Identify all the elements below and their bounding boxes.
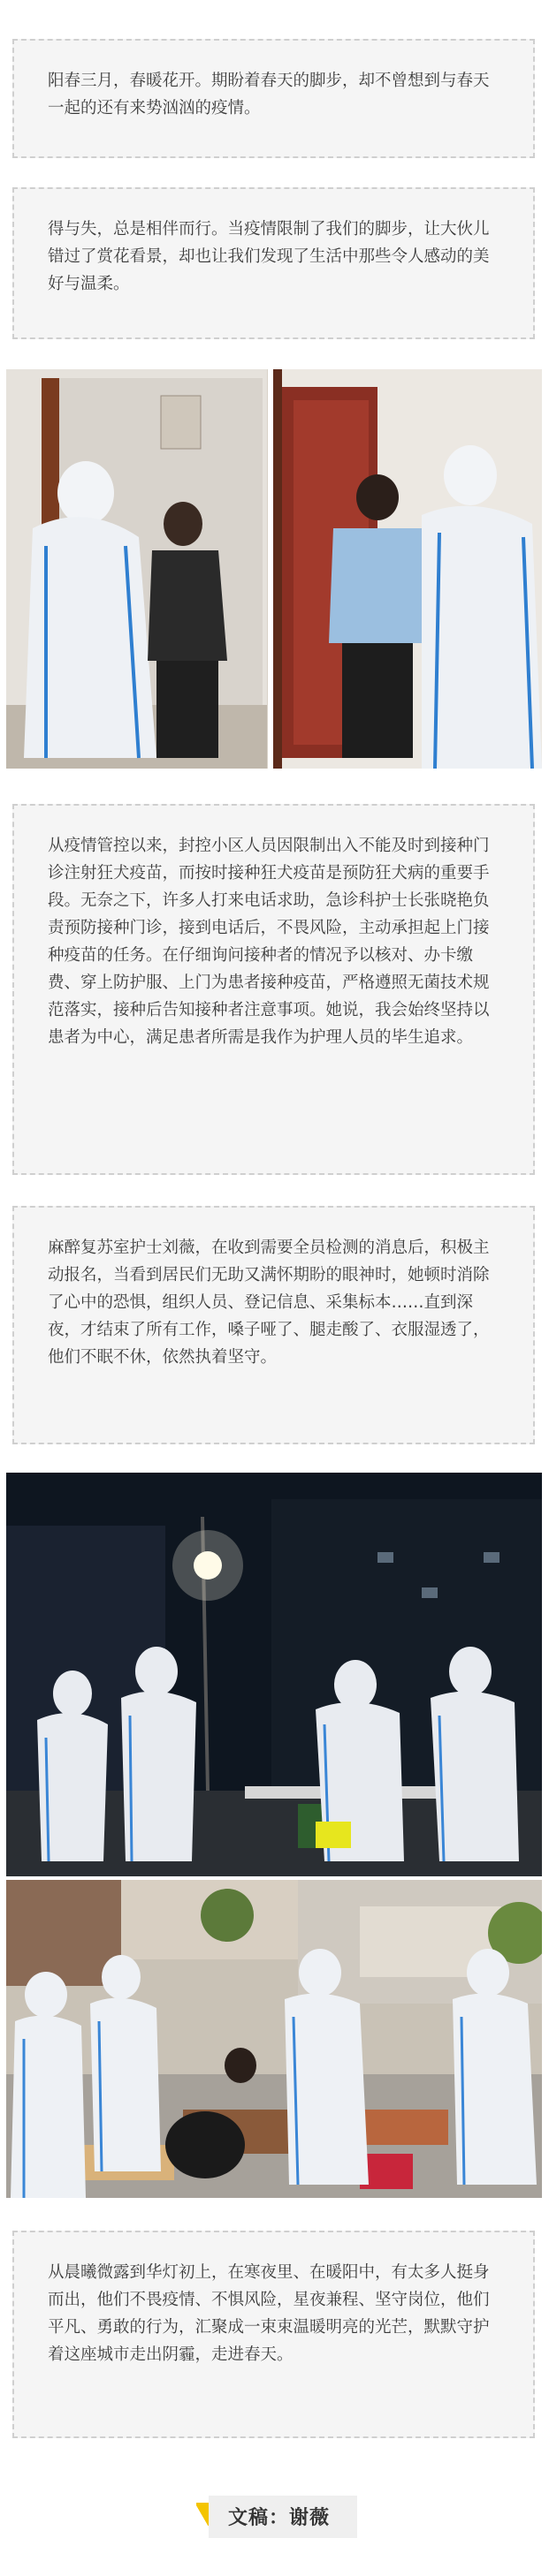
vaccination-photo-image (6, 369, 542, 769)
day-testing-photo-image (6, 1880, 542, 2198)
night-testing-photo (6, 1473, 542, 1876)
paragraph-text: 麻醉复苏室护士刘薇，在收到需要全员检测的消息后，积极主动报名，当看到居民们无助又满怀期盼的眼神时，她顿时消除了心中的恐惧，组织人员、登记信息、采集标本……直到深夜，才结束了所有工作，嗓子哑了、腿走酸了、衣服湿透了，他们不眠不休，依然执着坚守。 (48, 1239, 490, 1367)
testing-paragraph-card (12, 1206, 535, 1444)
reflection-paragraph-card (12, 187, 535, 339)
night-testing-photo-image (6, 1473, 542, 1876)
intro-paragraph-card (12, 39, 535, 158)
day-testing-photo (6, 1880, 542, 2198)
vaccination-photo (6, 369, 542, 769)
vaccination-paragraph-card (12, 804, 535, 1175)
author-credit-text: 文稿：谢薇 (228, 2507, 331, 2529)
paragraph-text: 从疫情管控以来，封控小区人员因限制出入不能及时到接种门诊注射狂犬疫苗，而按时接种狂犬疫苗是预防狂犬病的重要手段。无奈之下，许多人打来电话求助，急诊科护士长张晓艳负责预防接种门诊，接到电话后，不畏风险，主动承担起上门接种疫苗的任务。在仔细询问接种者的情况予以核对、办卡缴费、穿上防护服、上门为患者接种疫苗，严格遵照无菌技术规范落实，接种后告知接种者注意事项。她说，我会始终坚持以患者为中心，满足患者所需是我作为护理人员的毕生追求。 (48, 837, 490, 1047)
author-credit (196, 2496, 357, 2538)
paragraph-text: 得与失，总是相伴而行。当疫情限制了我们的脚步，让大伙儿错过了赏花看景，却也让我们发现了生活中那些令人感动的美好与温柔。 (48, 220, 490, 293)
paragraph-text: 阳春三月，春暖花开。期盼着春天的脚步，却不曾想到与春天一起的还有来势汹汹的疫情。 (48, 72, 490, 117)
accent-mark-icon (196, 2503, 209, 2526)
paragraph-text: 从晨曦微露到华灯初上，在寒夜里、在暖阳中，有太多人挺身而出，他们不畏疫情、不惧风险，星夜兼程、坚守岗位，他们平凡、勇敢的行为，汇聚成一束束温暖明亮的光芒，默默守护着这座城市走出阴霾，走进春天。 (48, 2263, 490, 2364)
closing-paragraph-card (12, 2231, 535, 2438)
